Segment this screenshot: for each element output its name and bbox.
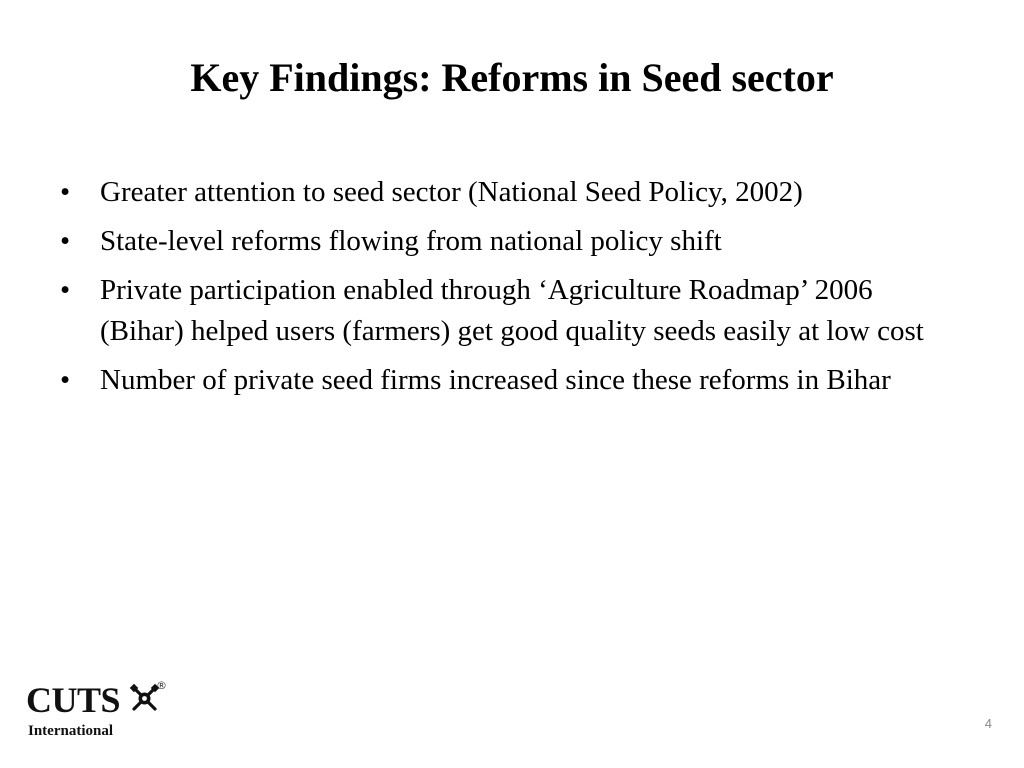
- bullet-text: Private participation enabled through ‘Agriculture Roadmap’ 2006 (Bihar) helped users (farmers) get good quality seeds easily at low cost: [100, 274, 924, 347]
- bullet-text: State-level reforms flowing from national policy shift: [100, 225, 722, 257]
- bullet-text: Greater attention to seed sector (National Seed Policy, 2002): [100, 176, 803, 208]
- slide-title: Key Findings: Reforms in Seed sector: [190, 55, 834, 100]
- cuts-logo: [26, 680, 176, 746]
- registered-mark: ®: [156, 679, 167, 692]
- bullet-dot: •: [60, 364, 71, 396]
- bullet-item: [60, 360, 960, 401]
- bullet-dot: •: [60, 225, 71, 257]
- bullet-item: [60, 172, 960, 213]
- logo-subtitle: International: [28, 723, 114, 739]
- bullet-text: Number of private seed firms increased since these reforms in Bihar: [100, 364, 891, 396]
- bullet-dot: •: [60, 274, 71, 306]
- bullet-list: [60, 172, 960, 409]
- bullet-dot: •: [60, 176, 71, 208]
- bullet-item: [60, 270, 960, 352]
- slide-number: 4: [984, 716, 992, 731]
- logo-wordmark: CUTS: [26, 680, 121, 720]
- bullet-item: [60, 221, 960, 262]
